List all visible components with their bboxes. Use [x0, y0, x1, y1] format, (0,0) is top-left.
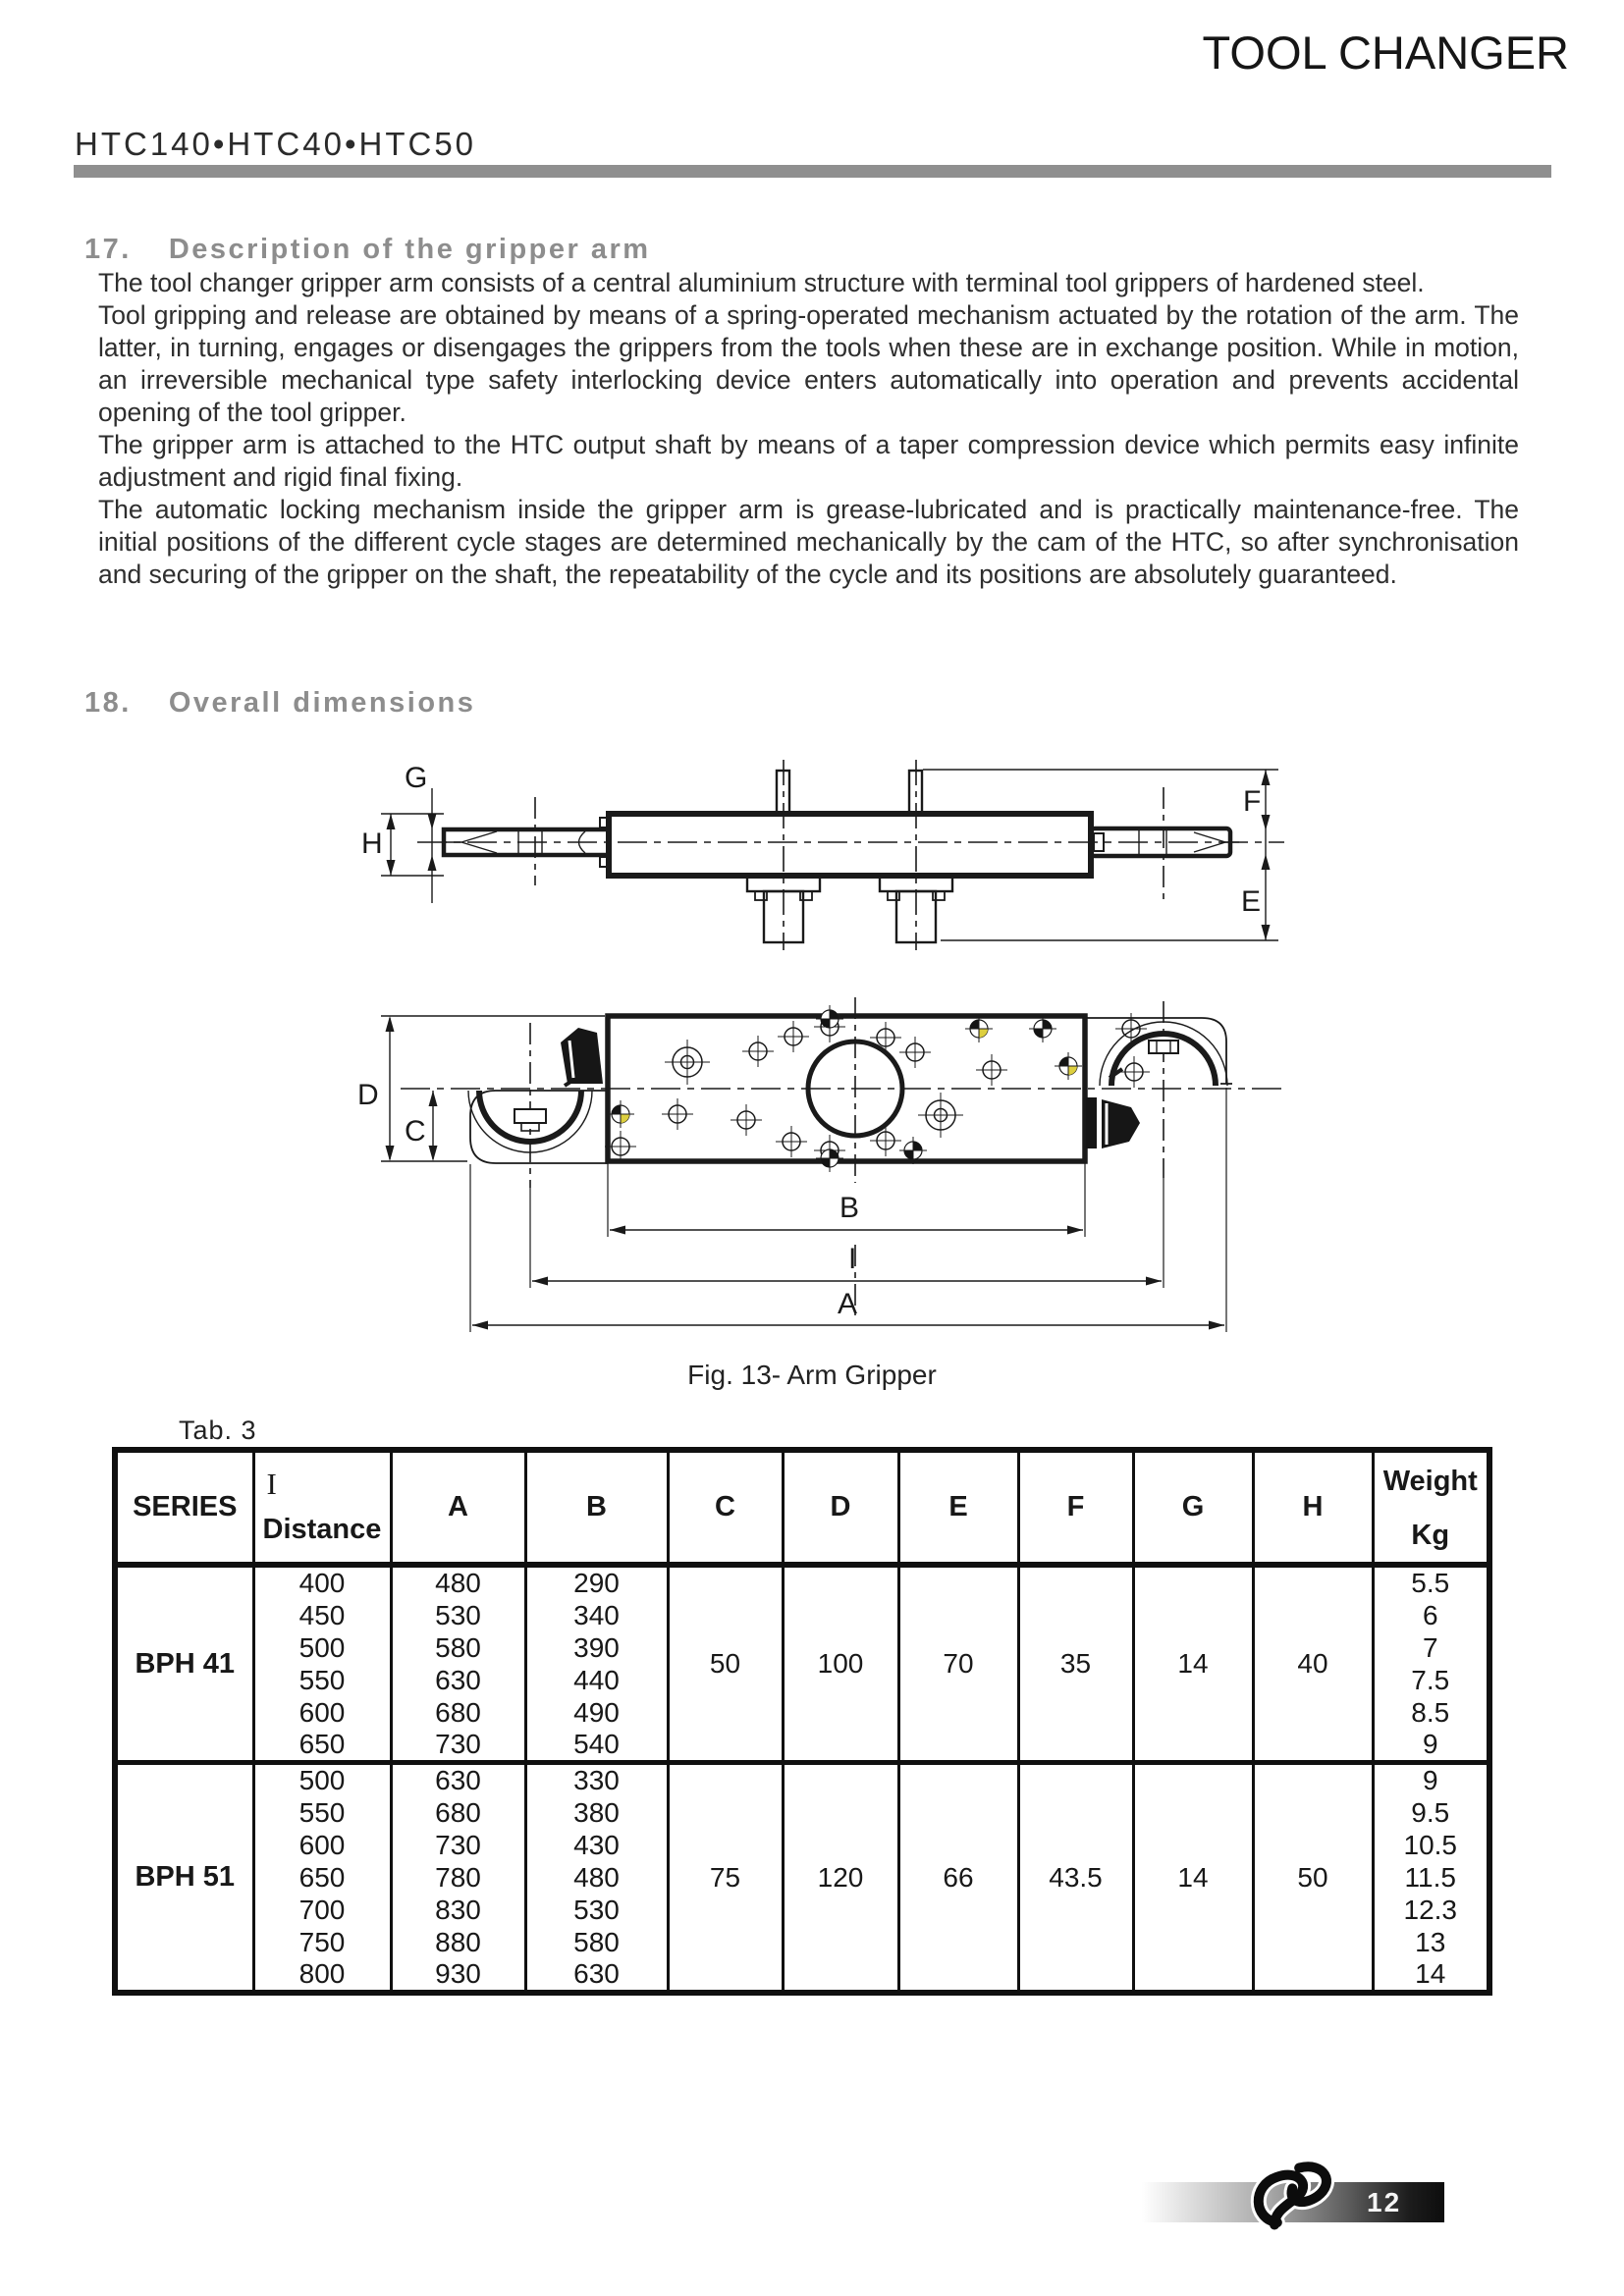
a-value-cell: 530 — [391, 1599, 525, 1631]
header-rule — [74, 165, 1551, 178]
model-codes: HTC140•HTC40•HTC50 — [75, 126, 477, 162]
distance-cell: 400 — [253, 1565, 391, 1599]
distance-cell: 500 — [253, 1631, 391, 1664]
f-value-cell: 43.5 — [1018, 1763, 1133, 1994]
section-18-heading — [84, 687, 475, 720]
weight-value-cell: 9 — [1373, 1763, 1489, 1797]
table-body — [115, 1565, 1489, 1993]
b-value-cell: 530 — [525, 1894, 668, 1926]
weight-value-cell: 9.5 — [1373, 1796, 1489, 1829]
col-header-weight — [1373, 1450, 1489, 1565]
weight-value-cell: 10.5 — [1373, 1829, 1489, 1861]
b-value-cell: 390 — [525, 1631, 668, 1664]
series-cell: BPH 41 — [115, 1565, 253, 1763]
h-value-cell: 50 — [1253, 1763, 1373, 1994]
f-value-cell: 35 — [1018, 1565, 1133, 1763]
b-value-cell: 580 — [525, 1926, 668, 1958]
weight-value-cell: 12.3 — [1373, 1894, 1489, 1926]
section-number: 18. — [84, 687, 132, 719]
b-value-cell: 290 — [525, 1565, 668, 1599]
dim-label-f: F — [1243, 785, 1262, 818]
col-header-c: C — [668, 1450, 783, 1565]
distance-cell: 650 — [253, 1861, 391, 1894]
b-value-cell: 490 — [525, 1696, 668, 1729]
dim-label-c: C — [405, 1115, 426, 1148]
weight-value-cell: 13 — [1373, 1926, 1489, 1958]
a-value-cell: 930 — [391, 1958, 525, 1993]
table-caption: Tab. 3 — [179, 1415, 257, 1445]
g-value-cell: 14 — [1133, 1565, 1253, 1763]
document-title: TOOL CHANGER — [1202, 27, 1569, 79]
weight-label: Weight — [1382, 1465, 1478, 1497]
paragraph: The tool changer gripper arm consists of a central aluminium structure with terminal tool grippers of hardened steel. — [98, 268, 1425, 297]
section-title: Overall dimensions — [168, 687, 476, 719]
brand-logo-icon — [1245, 2156, 1347, 2234]
table-header-row — [115, 1450, 1489, 1565]
paragraph: Tool gripping and release are obtained by means of a spring-operated mechanism actuated by the rotation of the arm. The latter, in turning, engages or disengages the grippers from the tools when these are in exchange position. While in motion, an irreversible mechanical type safety interlocking device enters automatically into operation and prevents accidental opening of the tool gripper. — [98, 300, 1519, 427]
dim-label-g: G — [405, 762, 428, 794]
distance-cell: 800 — [253, 1958, 391, 1993]
distance-cell: 600 — [253, 1696, 391, 1729]
weight-value-cell: 5.5 — [1373, 1565, 1489, 1599]
distance-cell: 750 — [253, 1926, 391, 1958]
a-value-cell: 630 — [391, 1664, 525, 1696]
weight-value-cell: 14 — [1373, 1958, 1489, 1993]
a-value-cell: 680 — [391, 1696, 525, 1729]
weight-value-cell: 7 — [1373, 1631, 1489, 1664]
col-header-g: G — [1133, 1450, 1253, 1565]
weight-value-cell: 9 — [1373, 1729, 1489, 1763]
distance-cell: 700 — [253, 1894, 391, 1926]
section-number: 17. — [84, 234, 132, 265]
distance-symbol: I — [266, 1466, 277, 1501]
dimension-table — [112, 1447, 1492, 1996]
b-value-cell: 540 — [525, 1729, 668, 1763]
e-value-cell: 70 — [898, 1565, 1018, 1763]
distance-cell: 600 — [253, 1829, 391, 1861]
a-value-cell: 580 — [391, 1631, 525, 1664]
b-value-cell: 340 — [525, 1599, 668, 1631]
d-value-cell: 100 — [783, 1565, 898, 1763]
section-17-body — [98, 267, 1519, 591]
a-value-cell: 680 — [391, 1796, 525, 1829]
b-value-cell: 430 — [525, 1829, 668, 1861]
col-header-distance — [253, 1450, 391, 1565]
c-value-cell: 50 — [668, 1565, 783, 1763]
distance-cell: 450 — [253, 1599, 391, 1631]
dim-label-i: I — [848, 1243, 857, 1275]
b-value-cell: 630 — [525, 1958, 668, 1993]
dim-label-h: H — [361, 828, 383, 860]
a-value-cell: 880 — [391, 1926, 525, 1958]
col-header-series: SERIES — [115, 1450, 253, 1565]
weight-value-cell: 11.5 — [1373, 1861, 1489, 1894]
distance-cell: 500 — [253, 1763, 391, 1797]
plan-view-drawing — [349, 993, 1316, 1352]
weight-value-cell: 6 — [1373, 1599, 1489, 1631]
distance-cell: 550 — [253, 1664, 391, 1696]
distance-cell: 550 — [253, 1796, 391, 1829]
a-value-cell: 630 — [391, 1763, 525, 1797]
b-value-cell: 480 — [525, 1861, 668, 1894]
a-value-cell: 730 — [391, 1729, 525, 1763]
col-header-b: B — [525, 1450, 668, 1565]
col-header-e: E — [898, 1450, 1018, 1565]
e-value-cell: 66 — [898, 1763, 1018, 1994]
section-17-heading — [84, 234, 651, 266]
weight-value-cell: 7.5 — [1373, 1664, 1489, 1696]
dim-label-a: A — [838, 1288, 858, 1320]
figure-caption: Fig. 13- Arm Gripper — [687, 1360, 937, 1390]
col-header-d: D — [783, 1450, 898, 1565]
paragraph: The automatic locking mechanism inside the gripper arm is grease-lubricated and is practically maintenance-free. The initial positions of the different cycle stages are determined mechanically by the cam of the HTC, so after synchronisation and securing of the gripper on the shaft, the repeatability of the cycle and its positions are absolutely guaranteed. — [98, 495, 1519, 589]
a-value-cell: 780 — [391, 1861, 525, 1894]
weight-value-cell: 8.5 — [1373, 1696, 1489, 1729]
a-value-cell: 730 — [391, 1829, 525, 1861]
dim-label-e: E — [1241, 885, 1262, 918]
h-value-cell: 40 — [1253, 1565, 1373, 1763]
col-header-a: A — [391, 1450, 525, 1565]
d-value-cell: 120 — [783, 1763, 898, 1994]
g-value-cell: 14 — [1133, 1763, 1253, 1994]
table-row — [115, 1763, 1489, 1797]
side-view-drawing — [344, 721, 1306, 972]
paragraph: The gripper arm is attached to the HTC output shaft by means of a taper compression device which permits easy infinite adjustment and rigid final fixing. — [98, 430, 1519, 492]
b-value-cell: 440 — [525, 1664, 668, 1696]
c-value-cell: 75 — [668, 1763, 783, 1994]
dim-label-b: B — [839, 1192, 860, 1224]
page-number: 12 — [1367, 2187, 1402, 2217]
section-title: Description of the gripper arm — [168, 234, 651, 265]
b-value-cell: 380 — [525, 1796, 668, 1829]
a-value-cell: 830 — [391, 1894, 525, 1926]
distance-cell: 650 — [253, 1729, 391, 1763]
col-header-f: F — [1018, 1450, 1133, 1565]
col-header-h: H — [1253, 1450, 1373, 1565]
distance-label: Distance — [262, 1513, 382, 1545]
b-value-cell: 330 — [525, 1763, 668, 1797]
table-row — [115, 1565, 1489, 1599]
a-value-cell: 480 — [391, 1565, 525, 1599]
weight-unit: Kg — [1411, 1519, 1450, 1551]
dim-label-d: D — [357, 1079, 379, 1111]
series-cell: BPH 51 — [115, 1763, 253, 1994]
